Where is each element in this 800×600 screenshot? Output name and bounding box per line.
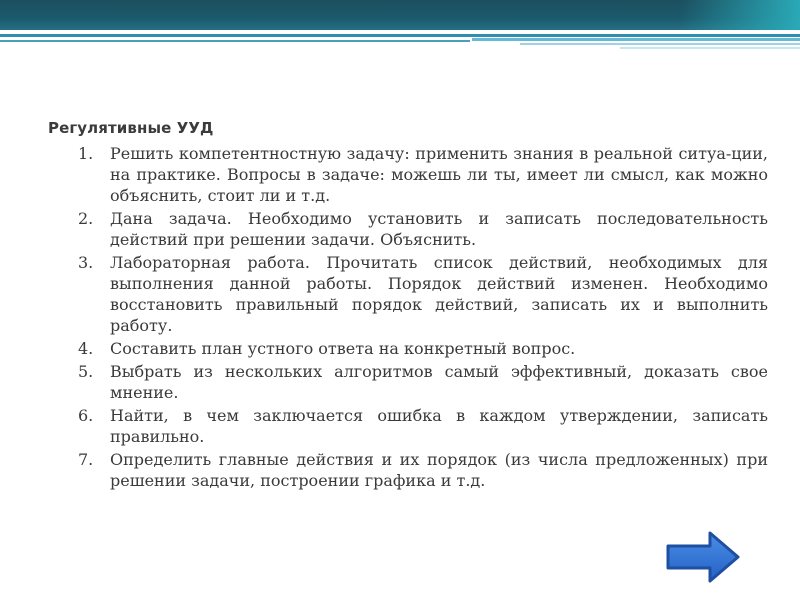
header-stripe xyxy=(0,40,470,42)
item-text: Выбрать из нескольких алгоритмов самый эффективный, доказать свое мнение. xyxy=(110,362,768,402)
header-stripe xyxy=(620,47,800,49)
list-item xyxy=(40,208,768,250)
document-scan xyxy=(40,118,768,493)
item-text: Дана задача. Необходимо установить и записать последовательность действий при решении задачи. Объяснить. xyxy=(110,209,768,249)
item-text: Лабораторная работа. Прочитать список действий, необходимых для выполнения данной работы. Порядок действий изменен. Необходимо восстановить правильный порядок действий, записать их и выполнить работу. xyxy=(110,253,768,335)
item-number: 7. xyxy=(78,450,94,469)
list-item xyxy=(40,405,768,447)
list-item xyxy=(40,252,768,336)
list-item xyxy=(40,361,768,403)
header-shade xyxy=(680,0,800,30)
item-number: 4. xyxy=(78,339,94,358)
item-text: Определить главные действия и их порядок (из числа предложенных) при решении задачи, построении графика и т.д. xyxy=(110,450,768,490)
list-item xyxy=(40,338,768,359)
list-item xyxy=(40,143,768,206)
item-number: 5. xyxy=(78,362,94,381)
task-list xyxy=(40,143,768,491)
item-text: Найти, в чем заключается ошибка в каждом утверждении, записать правильно. xyxy=(110,406,768,446)
right-arrow-icon[interactable] xyxy=(664,530,742,584)
item-number: 3. xyxy=(78,253,94,272)
item-number: 1. xyxy=(78,144,94,163)
item-number: 6. xyxy=(78,406,94,425)
item-text: Решить компетентностную задачу: применить знания в реальной ситуа-ции, на практике. Вопросы в задаче: можешь ли ты, имеет ли смысл, как можно объяснить, стоит ли и т.д. xyxy=(110,144,768,205)
item-text: Составить план устного ответа на конкретный вопрос. xyxy=(110,339,576,358)
item-number: 2. xyxy=(78,209,94,228)
list-item xyxy=(40,449,768,491)
header-stripe xyxy=(0,34,800,37)
header-stripe xyxy=(472,38,800,41)
document-heading: Регулятивные УУД xyxy=(48,119,214,137)
header-stripe xyxy=(520,43,800,45)
